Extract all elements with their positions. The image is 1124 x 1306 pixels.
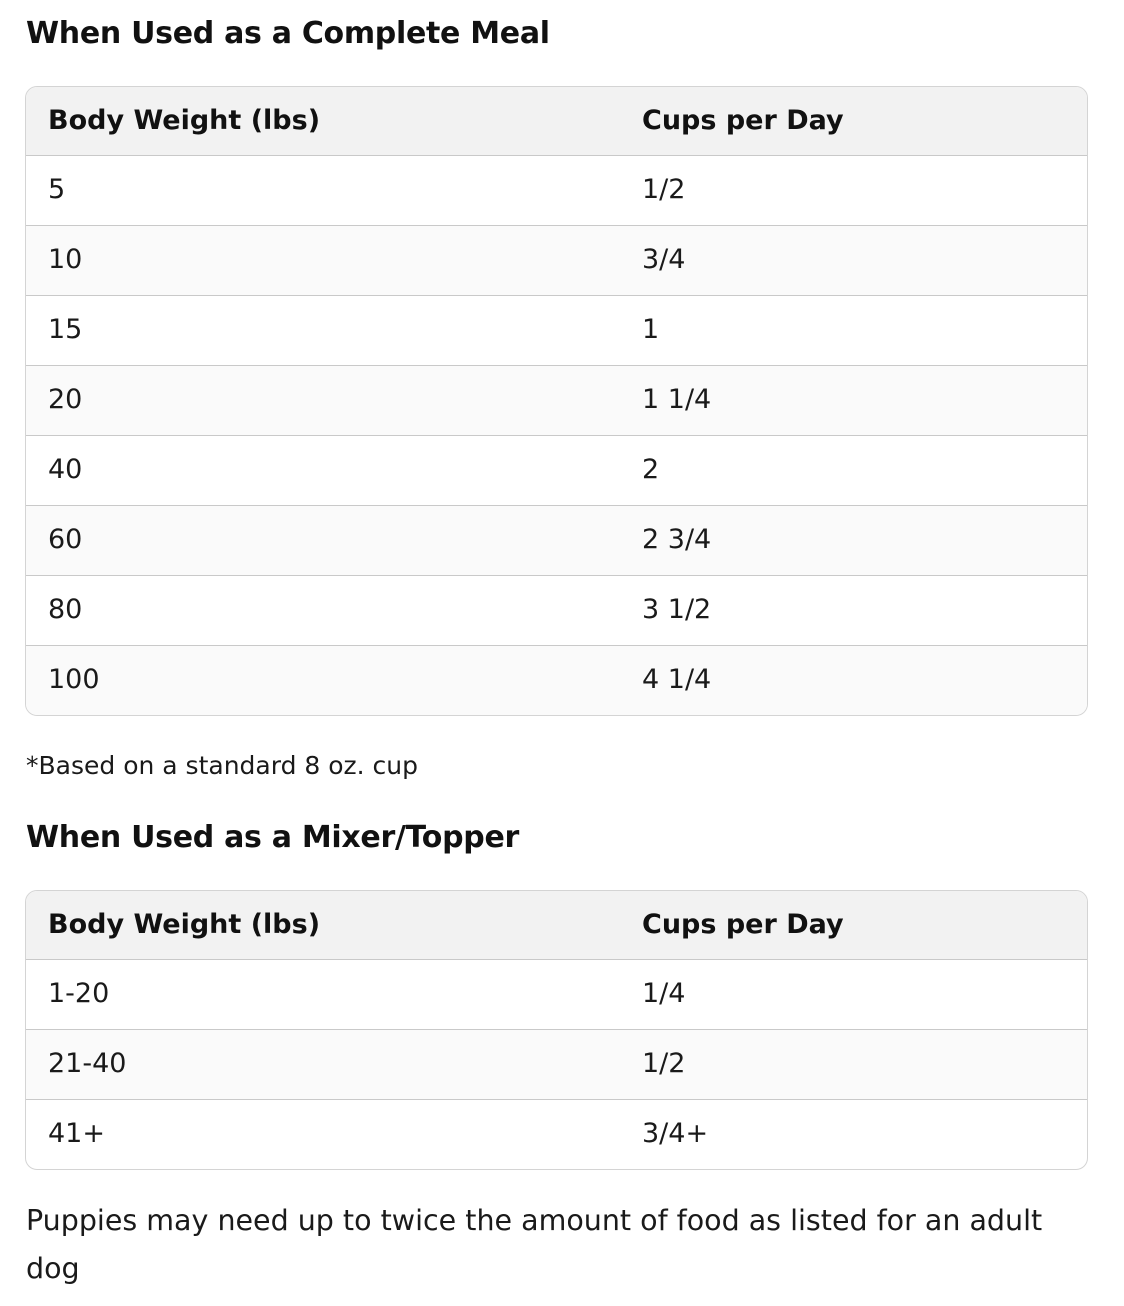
table-row: [26, 1099, 1087, 1169]
body-weight-cell: 20: [48, 384, 83, 415]
table-row: [26, 155, 1087, 225]
table-row: [26, 645, 1087, 715]
cups-per-day-cell: 3 1/2: [642, 594, 712, 625]
table-row: [26, 365, 1087, 435]
body-weight-cell: 100: [48, 664, 100, 696]
cups-per-day-cell: 1/2: [642, 1048, 686, 1079]
body-weight-cell: 60: [48, 524, 83, 555]
body-weight-cell: 21-40: [48, 1048, 127, 1079]
table-row: [26, 225, 1087, 295]
cups-per-day-cell: 1 1/4: [642, 384, 712, 415]
column-header-body-weight: Body Weight (lbs): [48, 908, 321, 940]
mixer-topper-heading: When Used as a Mixer/Topper: [26, 820, 519, 855]
cups-per-day-cell: 3/4: [642, 244, 686, 275]
body-weight-cell: 1-20: [48, 978, 110, 1009]
complete-meal-heading: When Used as a Complete Meal: [26, 16, 550, 51]
mixer-topper-table: [25, 890, 1088, 1170]
cup-size-footnote: *Based on a standard 8 oz. cup: [26, 751, 419, 780]
table-header-row: [26, 891, 1087, 959]
body-weight-cell: 5: [48, 174, 66, 205]
cups-per-day-cell: 1/4: [642, 978, 686, 1009]
cups-per-day-cell: 4 1/4: [642, 664, 712, 696]
table-row: [26, 295, 1087, 365]
table-row: [26, 505, 1087, 575]
cups-per-day-cell: 1: [642, 314, 660, 345]
table-row: [26, 435, 1087, 505]
puppy-feeding-note: Puppies may need up to twice the amount of food as listed for an adult dog: [26, 1204, 1043, 1285]
complete-meal-table: [25, 86, 1088, 716]
column-header-body-weight: Body Weight (lbs): [48, 104, 321, 136]
table-row: [26, 575, 1087, 645]
column-header-cups-per-day: Cups per Day: [642, 104, 844, 136]
table-row: [26, 1029, 1087, 1099]
body-weight-cell: 80: [48, 594, 83, 625]
cups-per-day-cell: 3/4+: [642, 1118, 709, 1150]
cups-per-day-cell: 2: [642, 454, 660, 485]
cups-per-day-cell: 1/2: [642, 174, 686, 205]
column-header-cups-per-day: Cups per Day: [642, 908, 844, 940]
body-weight-cell: 40: [48, 454, 83, 485]
body-weight-cell: 41+: [48, 1118, 105, 1150]
cups-per-day-cell: 2 3/4: [642, 524, 712, 555]
table-header-row: [26, 87, 1087, 155]
body-weight-cell: 15: [48, 314, 83, 345]
body-weight-cell: 10: [48, 244, 83, 275]
table-row: [26, 959, 1087, 1029]
